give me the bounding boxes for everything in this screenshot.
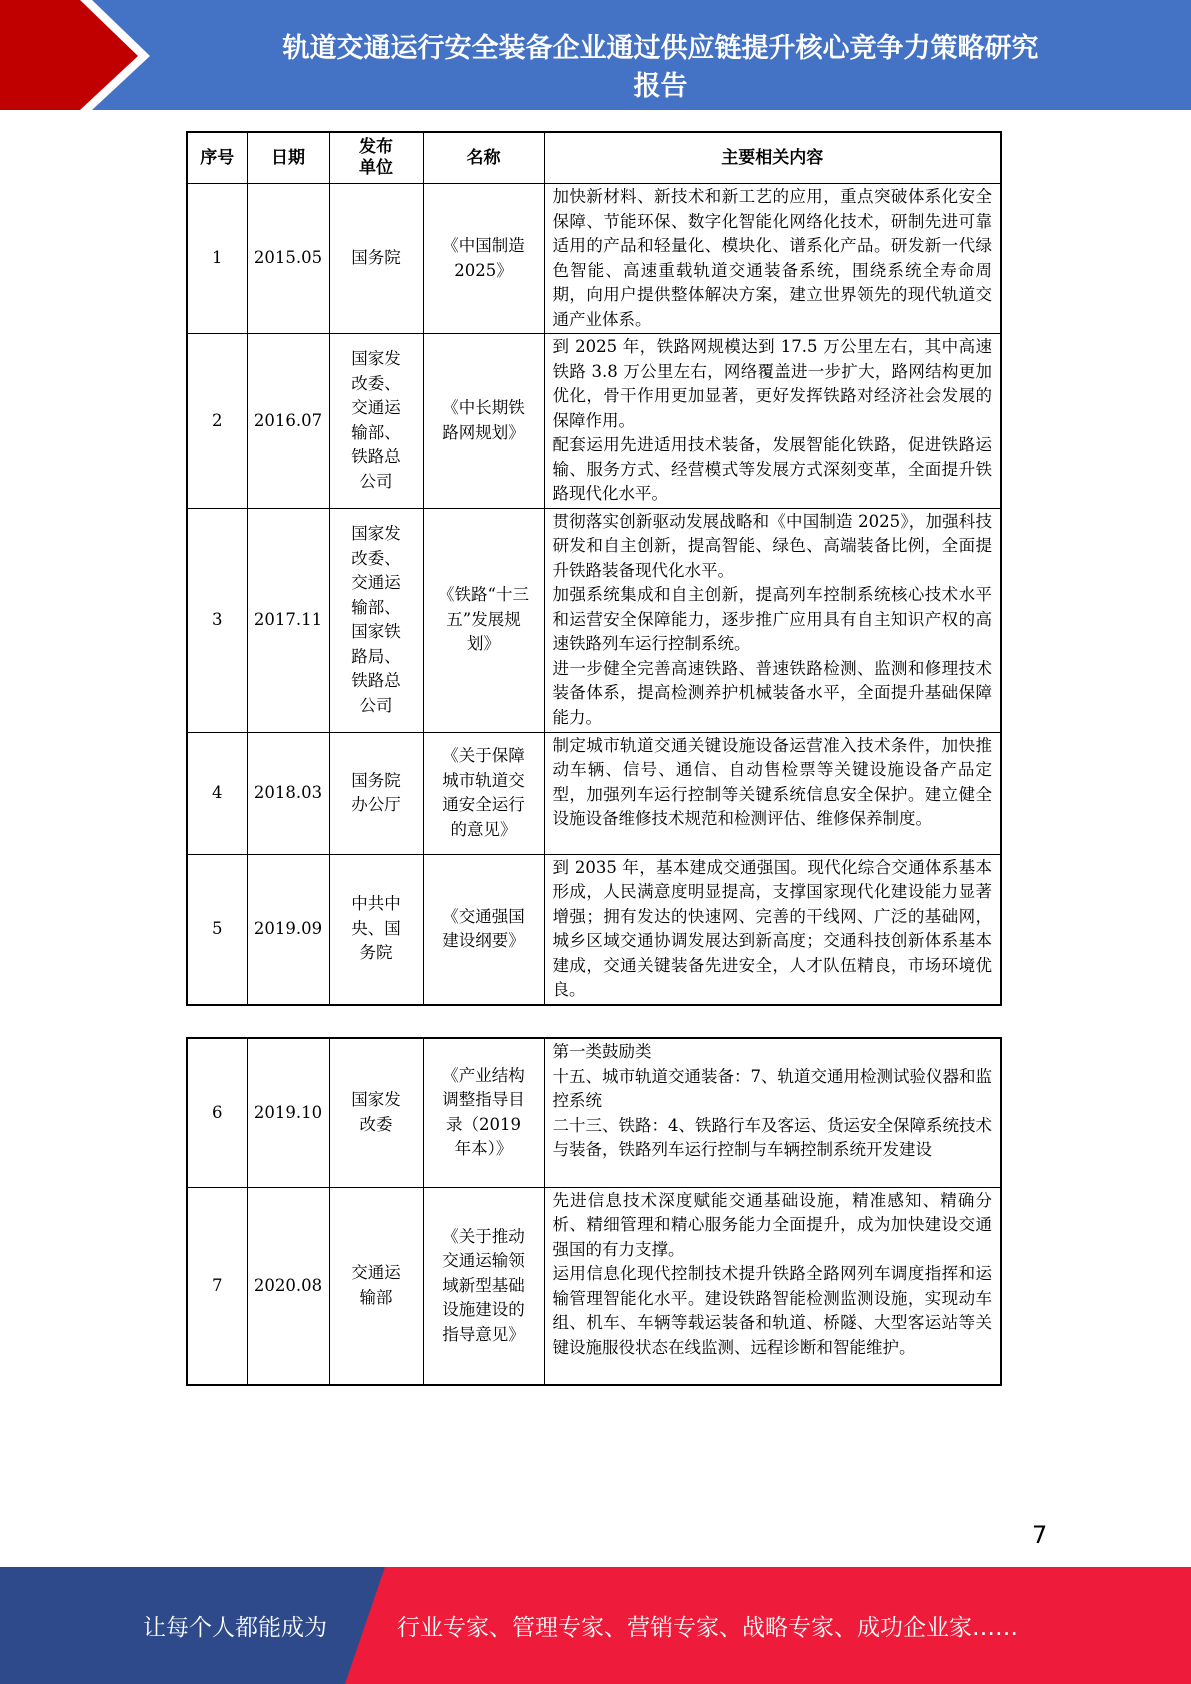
row-content bbox=[544, 184, 1001, 334]
content-paragraph: 第一类鼓励类 bbox=[552, 1042, 652, 1061]
content-paragraph: 到 2025 年，铁路网规模达到 17.5 万公里左右，其中高速铁路 3.8 万公里左右，网络覆盖进一步扩大，路网结构更加优化，骨干作用更加显著，更好发挥铁路对经济社会发展的保障作用。 bbox=[552, 337, 992, 430]
row-content bbox=[544, 1187, 1001, 1385]
row-content bbox=[544, 334, 1001, 509]
header-content: 主要相关内容 bbox=[544, 132, 1001, 184]
row-document-name: 《中国制造2025》 bbox=[423, 184, 544, 334]
page-header bbox=[0, 0, 1191, 110]
row-date: 2019.10 bbox=[247, 1038, 329, 1187]
table-row bbox=[187, 1038, 1001, 1187]
header-name: 名称 bbox=[423, 132, 544, 184]
content-paragraph: 加快新材料、新技术和新工艺的应用，重点突破体系化安全保障、节能环保、数字化智能化网络化技术，研制先进可靠适用的产品和轻量化、模块化、谱系化产品。研发新一代绿色智能、高速重载轨道交通装备系统，围绕系统全寿命周期，向用户提供整体解决方案，建立世界领先的现代轨道交通产业体系。 bbox=[552, 187, 992, 329]
header-issuer: 发布单位 bbox=[329, 132, 423, 184]
row-date: 2020.08 bbox=[247, 1187, 329, 1385]
content-paragraph: 运用信息化现代控制技术提升铁路全路网列车调度指挥和运输管理智能化水平。建设铁路智能检测监测设施，实现动车组、机车、车辆等载运装备和轨道、桥隧、大型客运站等关键设施服役状态在线监测、远程诊断和智能维护。 bbox=[552, 1264, 992, 1357]
row-date: 2016.07 bbox=[247, 334, 329, 509]
policy-table bbox=[186, 131, 1002, 1006]
chevron-decoration-icon bbox=[0, 0, 160, 110]
content-paragraph: 贯彻落实创新驱动发展战略和《中国制造 2025》，加强科技研发和自主创新，提高智能、绿色、高端装备比例，全面提升铁路装备现代化水平。 bbox=[552, 511, 992, 580]
row-content bbox=[544, 732, 1001, 854]
table-row bbox=[187, 1187, 1001, 1385]
table-row bbox=[187, 854, 1001, 1005]
row-document-name: 《铁路“十三五”发展规划》 bbox=[423, 508, 544, 732]
header-date: 日期 bbox=[247, 132, 329, 184]
row-number: 6 bbox=[187, 1038, 247, 1187]
content-paragraph: 加强系统集成和自主创新，提高列车控制系统核心技术水平和运营安全保障能力，逐步推广应用具有自主知识产权的高速铁路列车运行控制系统。 bbox=[552, 585, 992, 653]
row-number: 2 bbox=[187, 334, 247, 509]
row-number: 7 bbox=[187, 1187, 247, 1385]
table-row bbox=[187, 508, 1001, 732]
content-paragraph: 先进信息技术深度赋能交通基础设施，精准感知、精确分析、精细管理和精心服务能力全面提升，成为加快建设交通强国的有力支撑。 bbox=[552, 1190, 992, 1259]
row-document-name: 《产业结构调整指导目录（2019 年本）》 bbox=[423, 1038, 544, 1187]
report-title bbox=[150, 30, 1171, 106]
row-number: 5 bbox=[187, 854, 247, 1005]
footer-slogan-left: 让每个人都能成为 bbox=[143, 1615, 327, 1641]
policy-table-continued bbox=[186, 1037, 1002, 1386]
report-title-line2: 报告 bbox=[633, 71, 688, 102]
row-content bbox=[544, 1038, 1001, 1187]
row-date: 2019.09 bbox=[247, 854, 329, 1005]
row-issuer: 交通运输部 bbox=[329, 1187, 423, 1385]
content-paragraph: 二十三、铁路：4、铁路行车及客运、货运安全保障系统技术与装备，铁路列车运行控制与车辆控制系统开发建设 bbox=[552, 1115, 992, 1159]
row-number: 4 bbox=[187, 732, 247, 854]
content-paragraph: 十五、城市轨道交通装备：7、轨道交通用检测试验仪器和监控系统 bbox=[552, 1066, 992, 1110]
row-document-name: 《关于保障城市轨道交通安全运行的意见》 bbox=[423, 732, 544, 854]
row-issuer: 国家发改委、交通运输部、铁路总公司 bbox=[329, 334, 423, 509]
row-number: 3 bbox=[187, 508, 247, 732]
row-document-name: 《中长期铁路网规划》 bbox=[423, 334, 544, 509]
row-issuer: 国务院 bbox=[329, 184, 423, 334]
row-date: 2018.03 bbox=[247, 732, 329, 854]
row-document-name: 《交通强国建设纲要》 bbox=[423, 854, 544, 1005]
header-no: 序号 bbox=[187, 132, 247, 184]
table-row bbox=[187, 184, 1001, 334]
row-issuer: 国务院办公厅 bbox=[329, 732, 423, 854]
content-paragraph: 制定城市轨道交通关键设施设备运营准入技术条件，加快推动车辆、信号、通信、自动售检票等关键设施设备产品定型，加强列车运行控制等关键系统信息安全保护。建立健全设施设备维修技术规范和检测评估、维修保养制度。 bbox=[552, 735, 992, 828]
page-number: 7 bbox=[1032, 1521, 1048, 1549]
row-content bbox=[544, 508, 1001, 732]
table-header-row bbox=[187, 132, 1001, 184]
row-content bbox=[544, 854, 1001, 1005]
row-issuer: 国家发改委 bbox=[329, 1038, 423, 1187]
table-row bbox=[187, 334, 1001, 509]
row-document-name: 《关于推动交通运输领域新型基础设施建设的指导意见》 bbox=[423, 1187, 544, 1385]
row-issuer: 国家发改委、交通运输部、国家铁路局、铁路总公司 bbox=[329, 508, 423, 732]
content-paragraph: 到 2035 年，基本建成交通强国。现代化综合交通体系基本形成，人民满意度明显提高，支撑国家现代化建设能力显著增强；拥有发达的快速网、完善的干线网、广泛的基础网，城乡区域交通协调发展达到新高度；交通科技创新体系基本建成，交通关键装备先进安全，人才队伍精良，市场环境优良。 bbox=[552, 857, 992, 999]
page-footer bbox=[0, 1567, 1191, 1684]
footer-slogan-right: 行业专家、管理专家、营销专家、战略专家、成功企业家…… bbox=[397, 1615, 1018, 1641]
content-paragraph: 进一步健全完善高速铁路、普速铁路检测、监测和修理技术装备体系，提高检测养护机械装备水平，全面提升基础保障能力。 bbox=[552, 658, 992, 727]
row-number: 1 bbox=[187, 184, 247, 334]
content-paragraph: 配套运用先进适用技术装备，发展智能化铁路，促进铁路运输、服务方式、经营模式等发展方式深刻变革，全面提升铁路现代化水平。 bbox=[552, 435, 992, 503]
report-title-line1: 轨道交通运行安全装备企业通过供应链提升核心竞争力策略研究 bbox=[282, 33, 1039, 64]
table-row bbox=[187, 732, 1001, 854]
row-date: 2017.11 bbox=[247, 508, 329, 732]
row-issuer: 中共中央、国务院 bbox=[329, 854, 423, 1005]
row-date: 2015.05 bbox=[247, 184, 329, 334]
